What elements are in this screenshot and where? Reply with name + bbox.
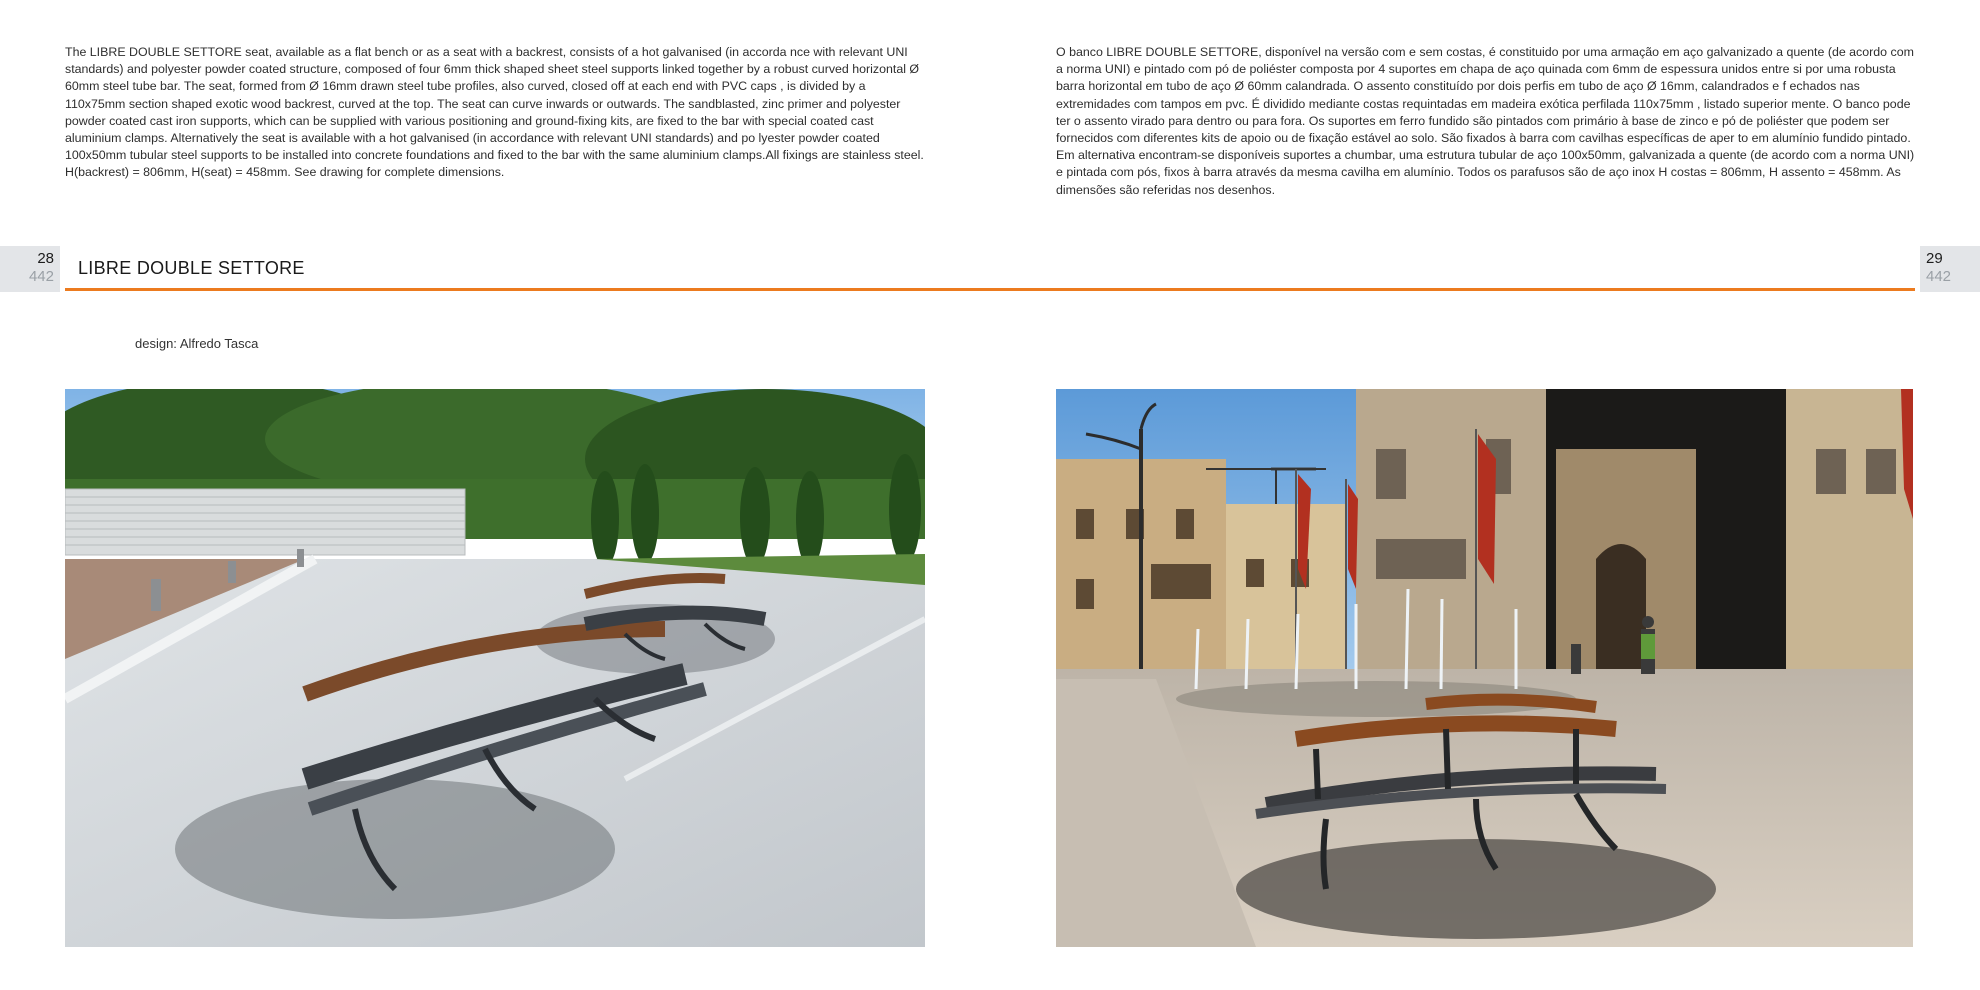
description-english: The LIBRE DOUBLE SETTORE seat, available as a flat bench or as a seat with a backrest, consists of a hot galvanised (in accorda nce with relevant UNI standards) and polyester powder coated structure, composed of four 6mm thick shaped sheet steel supports linked together by a robust curved horizontal Ø 60mm steel tube bar. The seat, formed from Ø 16mm drawn steel tube profiles, also curved, closed off at each end with PVC caps , is divided by a 110x75mm section shaped exotic wood backrest, curved at the top. The seat can curve inwards or outwards. The sandblasted, zinc primer and polyester powder coated cast iron supports, which can be supplied with various positioning and ground-fixing kits, are fixed to the bar with special coated cast aluminium clamps. Alternatively the seat is available with a hot galvanised (in accordance with relevant UNI standards) and po lyester powder coated 100x50mm tubular steel supports to be installed into concrete foundations and fixed to the bar with the same aluminium clamps.All fixings are stainless steel. H(backrest) = 806mm, H(seat) = 458mm. See drawing for complete dimensions. — [65, 45, 924, 180]
product-title: LIBRE DOUBLE SETTORE — [78, 258, 305, 278]
bench-park-photo — [65, 389, 925, 947]
description-portuguese: O banco LIBRE DOUBLE SETTORE, disponível na versão com e sem costas, é constituido por uma armação em aço galvanizado a quente (de acordo com a norma UNI) e pintado com pó de poliéster composta por 4 suportes em chapa de aço quinada com 6mm de espessura unidos entre si por uma robusta barra horizontal em tubo de aço Ø 60mm calandrada. O assento constituído por dois perfis em tubo de aço Ø 16mm, calandrados e f echados nas extremidades com tampos em pvc. É dividido mediante costas requintadas em madeira exótica perfilada 110x75mm , listado superior mente. O banco pode ter o assento virado para dentro ou para fora. Os suportes em ferro fundido são pintados com primário à base de zinco e pó de poliéster que podem ser fornecidos com diferentes kits de apoio ou de fixação estável ao solo. São fixados à barra com cavilhas específicas de aper to em alumínio fundido pintado. Em alternativa encontram-se disponíveis suportes a chumbar, uma estrutura tubular de aço 100x50mm, galvanizada a quente (de acordo com a norma UNI) e pintada com pós, fixos à barra através da mesma cavilha em alumínio. Todos os parafusos são de aço inox H costas = 806mm, H assento = 458mm. As dimensões são referidas nos desenhos. — [1056, 45, 1915, 197]
right-page-tab — [1920, 246, 1980, 292]
right-page-number: 29 — [1926, 250, 1943, 267]
bench-square-photo — [1056, 389, 1913, 947]
left-page-number: 28 — [37, 250, 54, 267]
orange-divider — [65, 288, 1915, 291]
left-total-pages: 442 — [28, 268, 54, 285]
left-page-tab — [0, 246, 60, 292]
right-total-pages: 442 — [1926, 268, 1952, 285]
designer-credit: design: Alfredo Tasca — [135, 336, 259, 351]
